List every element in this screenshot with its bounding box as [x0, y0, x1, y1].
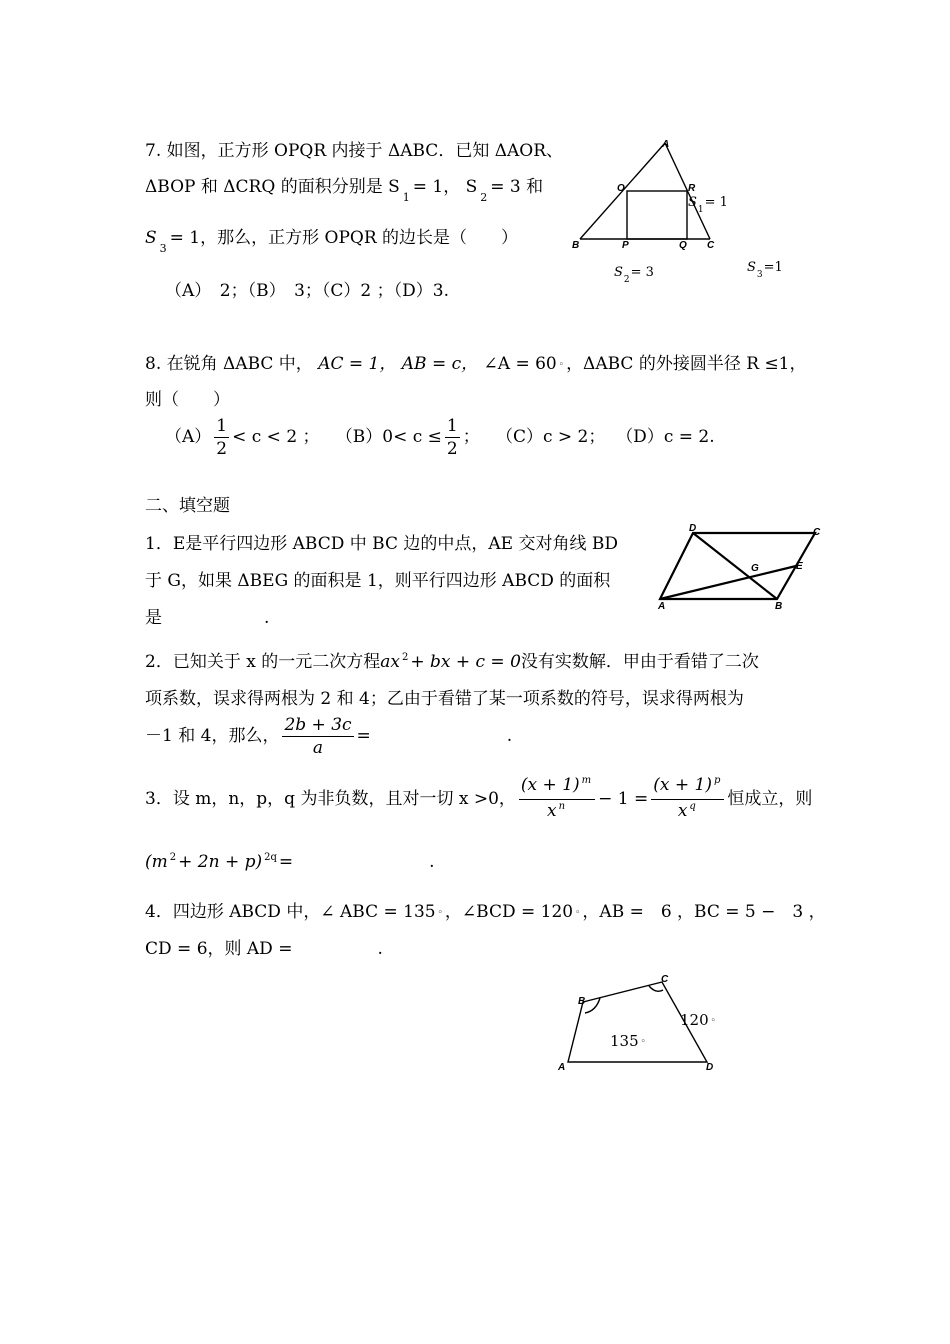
- q7-options: （A） 2；（B） 3；（C）2 ；（D）3.: [165, 281, 449, 301]
- f1-line3: 是 .: [145, 608, 270, 628]
- f1-label-E: E: [796, 561, 803, 572]
- f3-line1: 3．设 m，n，p，q 为非负数，且对一切 x >0， $\frac{(x + 1) ^m}{x ^n}$ − 1 = $\frac{(x + 1) ^p}{x ^q}$ 恒成立，则: [145, 775, 813, 821]
- f2-line3: －1 和 4，那么， $\frac{2b + 3c}{a}$ = .: [145, 715, 513, 758]
- f4-label-B: B: [578, 996, 586, 1007]
- f4-label-A: A: [558, 1062, 566, 1073]
- f1-line1: 1．E是平行四边形 ABCD 中 BC 边的中点，AE 交对角线 BD: [145, 534, 618, 554]
- f4-line2: CD = 6，则 AD = .: [145, 939, 383, 959]
- section2-title: 二、填空题: [145, 496, 230, 516]
- f4-angle-c-label: 120 ◦: [680, 1011, 716, 1029]
- f2-line1: 2．已知关于 x 的一元二次方程ax $^2$ + bx + c = 0没有实数解．甲由于看错了二次: [145, 652, 759, 672]
- f1-parallelogram-figure: [655, 525, 825, 615]
- q8-line2: 则（ ）: [145, 390, 230, 410]
- f4-label-D: D: [706, 1062, 714, 1073]
- f1-line2: 于 G，如果 ΔBEG 的面积是 1，则平行四边形 ABCD 的面积: [145, 571, 611, 591]
- q7-label-O: O: [617, 183, 625, 194]
- q7-s2-label: $S_2= 3$: [614, 265, 654, 285]
- f1-label-B: B: [775, 601, 783, 612]
- q8-line1: 8. 在锐角 ΔABC 中， AC = 1， AB = c， ∠A = 60 ◦ ，ΔABC 的外接圆半径 R ≤1，: [145, 354, 807, 374]
- f4-line1: 4．四边形 ABCD 中，∠ ABC = 135 ◦ ，∠BCD = 120 ◦ ，AB = 6 ，BC = 5 − 3 ，: [145, 902, 826, 922]
- f4-angle-b-label: 135 ◦: [610, 1032, 646, 1050]
- q7-line3: $S_3= 1$，那么，正方形 OPQR 的边长是（ ）: [145, 228, 519, 255]
- q7-s1-label: $S_1= 1$: [688, 195, 728, 215]
- f1-label-D: D: [689, 523, 697, 534]
- q8-options: （A） $\frac{1}{2}$ < c < 2 ； （B）0< c ≤ $\frac{1}{2}$ ； （C）c > 2； （D）c = 2.: [165, 416, 715, 459]
- q7-label-B: B: [572, 240, 580, 251]
- q7-s3-label: $S_3=1$: [747, 260, 783, 280]
- f4-label-C: C: [661, 974, 669, 985]
- f1-label-C: C: [813, 527, 821, 538]
- f2-line2: 项系数，误求得两根为 2 和 4；乙由于看错了某一项系数的符号，误求得两根为: [145, 689, 744, 709]
- q7-triangle-figure: [560, 135, 760, 295]
- q7-label-C: C: [707, 240, 715, 251]
- q7-label-R: R: [688, 183, 696, 194]
- q7-line2: ΔBOP 和 ΔCRQ 的面积分别是 $S_1= 1$， $S_2= 3$ 和: [145, 177, 544, 204]
- f3-line2: (m $^2$ + 2n + p) $^{2q}$ = .: [145, 852, 435, 872]
- q7-line1: 7. 如图，正方形 OPQR 内接于 ΔABC．已知 ΔAOR、: [145, 141, 564, 161]
- f1-label-A: A: [658, 601, 666, 612]
- q7-label-A: A: [662, 139, 670, 150]
- q7-label-P: P: [622, 240, 629, 251]
- f1-label-G: G: [751, 563, 759, 574]
- q7-label-Q: Q: [679, 240, 687, 251]
